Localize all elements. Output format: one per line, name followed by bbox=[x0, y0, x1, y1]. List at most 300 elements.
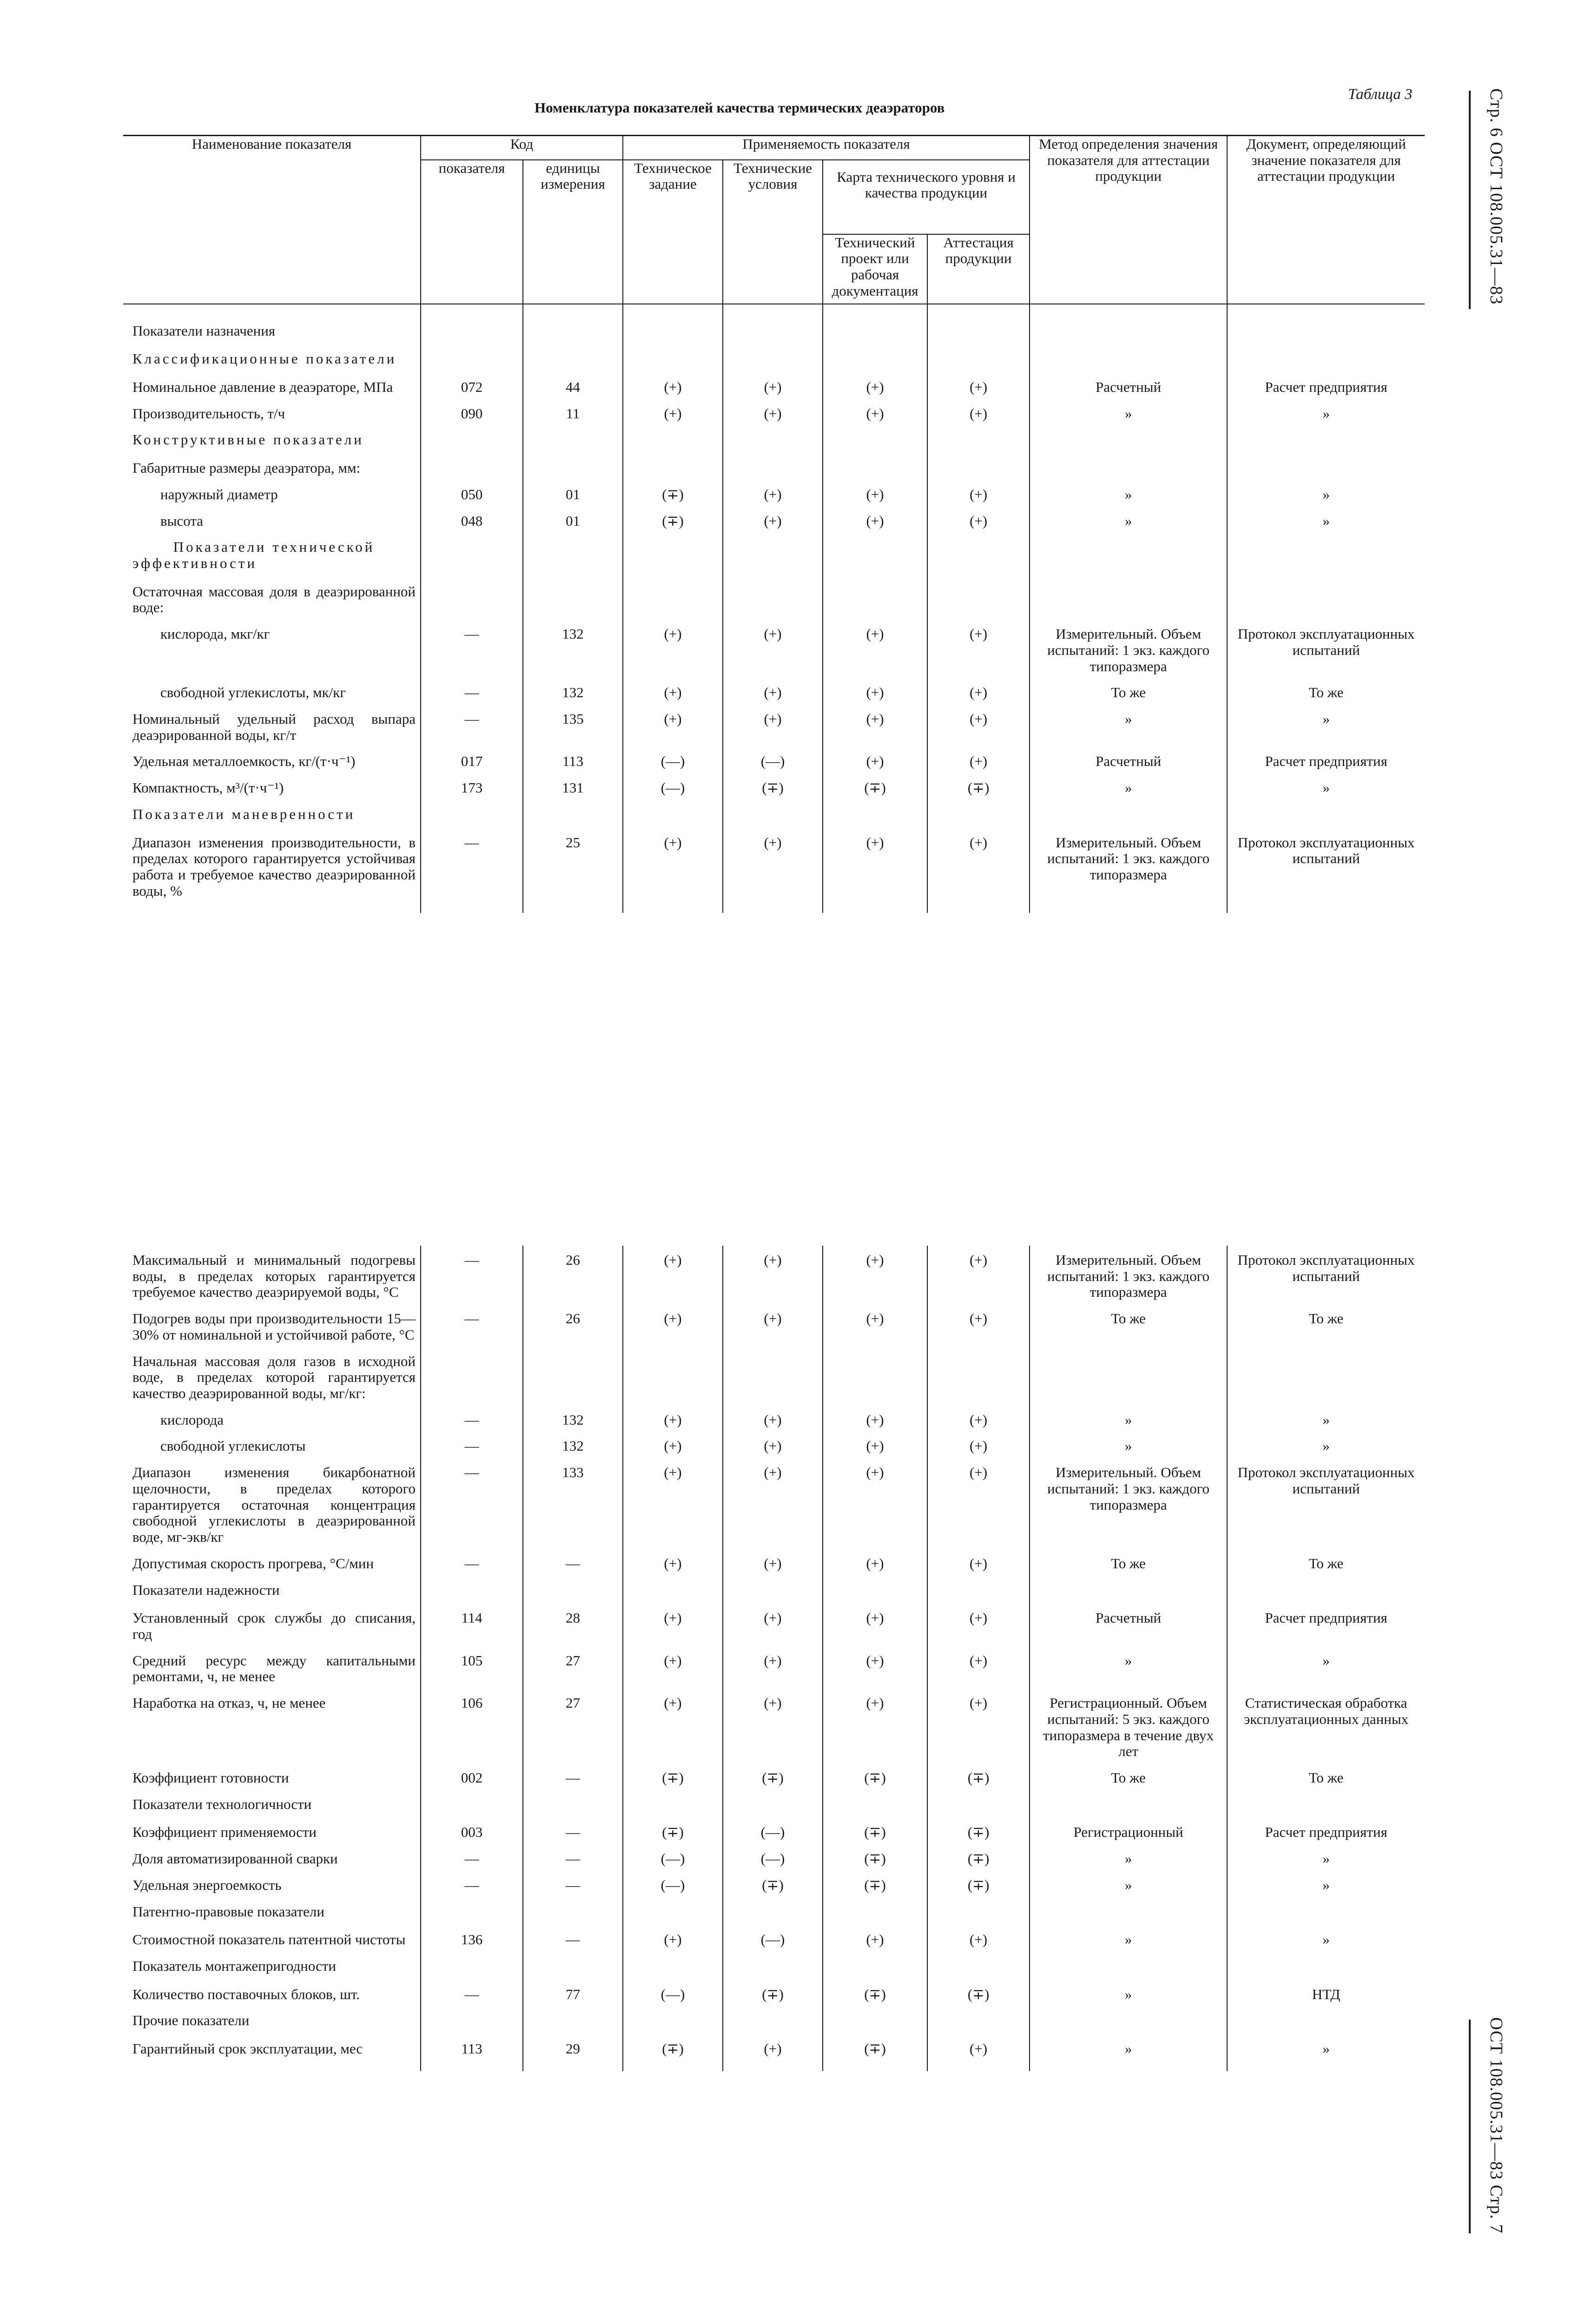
cell-name: высота bbox=[160, 512, 204, 529]
empty-cell bbox=[623, 1786, 723, 1815]
cell-method: То же bbox=[1030, 674, 1227, 701]
table-row bbox=[123, 674, 1425, 701]
cell-method: » bbox=[1030, 1643, 1227, 1685]
section-row bbox=[123, 1572, 1425, 1600]
cell-document: Расчет предприятия bbox=[1227, 743, 1425, 770]
cell-indicator-code: — bbox=[421, 1428, 523, 1454]
empty-cell bbox=[823, 2002, 927, 2031]
empty-cell bbox=[421, 796, 523, 825]
cell-tech-assignment: (+) bbox=[623, 825, 723, 899]
table-header bbox=[123, 136, 1425, 304]
empty-cell bbox=[1030, 2057, 1227, 2071]
header-code-unit: единицы измерения bbox=[523, 160, 623, 304]
table-number: Таблица 3 bbox=[1348, 86, 1413, 103]
cell-method: » bbox=[1030, 1841, 1227, 1867]
table-row bbox=[123, 770, 1425, 796]
empty-cell bbox=[1227, 1786, 1425, 1815]
cell-document: Статистическая обработка эксплуатационных данных bbox=[1227, 1685, 1425, 1760]
cell-unit-code: — bbox=[523, 1760, 623, 1786]
cell-name: Коэффициент готовности bbox=[132, 1769, 289, 1786]
cell-method: » bbox=[1030, 701, 1227, 743]
table-row bbox=[123, 1600, 1425, 1642]
table-row bbox=[123, 1867, 1425, 1894]
cell-tech-conditions: (+) bbox=[723, 1454, 823, 1545]
cell-indicator-code: — bbox=[421, 1402, 523, 1428]
cell-indicator-code: 113 bbox=[421, 2031, 523, 2057]
cell-name: Номинальное давление в деаэраторе, МПа bbox=[132, 378, 393, 395]
cell-name: Остаточная массовая доля в деаэрированной воде: bbox=[132, 583, 416, 616]
cell-certification: (+) bbox=[927, 825, 1030, 899]
table-row bbox=[123, 1402, 1425, 1428]
cell-document: То же bbox=[1227, 1301, 1425, 1343]
quality-indicators-table-part1 bbox=[123, 135, 1425, 913]
cell-unit-code: 25 bbox=[523, 825, 623, 899]
cell-unit-code bbox=[523, 574, 623, 616]
cell-tech-assignment: (∓) bbox=[623, 1814, 723, 1841]
cell-tech-project: (+) bbox=[823, 1246, 927, 1301]
cell-tech-conditions: (+) bbox=[723, 1643, 823, 1685]
cell-indicator-code: — bbox=[421, 1545, 523, 1572]
empty-cell bbox=[523, 1948, 623, 1976]
cell-method: » bbox=[1030, 503, 1227, 529]
cell-tech-project: (+) bbox=[823, 476, 927, 503]
cell-document: Протокол эксплуатационных испытаний bbox=[1227, 825, 1425, 899]
cell-method: » bbox=[1030, 1428, 1227, 1454]
cell-certification: (+) bbox=[927, 1428, 1030, 1454]
cell-name: Подогрев воды при производительности 15—30% от номинальной и устойчивой работе, °С bbox=[132, 1310, 416, 1343]
cell-tech-conditions bbox=[723, 1343, 823, 1402]
cell-name: Производительность, т/ч bbox=[132, 405, 285, 422]
cell-certification: (+) bbox=[927, 1921, 1030, 1948]
table-body-part2 bbox=[123, 1246, 1425, 2071]
cell-indicator-code: 090 bbox=[421, 396, 523, 422]
cell-unit-code: 132 bbox=[523, 616, 623, 674]
cell-tech-assignment bbox=[623, 574, 723, 616]
empty-cell bbox=[927, 2057, 1030, 2071]
cell-document: » bbox=[1227, 1402, 1425, 1428]
cell-tech-conditions: (+) bbox=[723, 396, 823, 422]
cell-unit-code: 27 bbox=[523, 1643, 623, 1685]
empty-cell bbox=[623, 1948, 723, 1976]
cell-unit-code: — bbox=[523, 1921, 623, 1948]
cell-tech-conditions: (∓) bbox=[723, 1760, 823, 1786]
table-row bbox=[123, 450, 1425, 476]
cell-tech-conditions: (+) bbox=[723, 2031, 823, 2057]
section-row bbox=[123, 304, 1425, 341]
cell-tech-conditions: (—) bbox=[723, 1841, 823, 1867]
table-row bbox=[123, 1760, 1425, 1786]
cell-method: То же bbox=[1030, 1760, 1227, 1786]
cell-unit-code: 131 bbox=[523, 770, 623, 796]
cell-certification: (+) bbox=[927, 1600, 1030, 1642]
cell-certification: (+) bbox=[927, 1402, 1030, 1428]
cell-method: Регистрационный bbox=[1030, 1814, 1227, 1841]
cell-tech-conditions: (—) bbox=[723, 1921, 823, 1948]
cell-method: » bbox=[1030, 396, 1227, 422]
cell-certification: (∓) bbox=[927, 1976, 1030, 2003]
cell-tech-assignment: (+) bbox=[623, 1246, 723, 1301]
cell-tech-assignment: (+) bbox=[623, 674, 723, 701]
cell-document: То же bbox=[1227, 1545, 1425, 1572]
cell-indicator-code: — bbox=[421, 616, 523, 674]
cell-name: Начальная массовая доля газов в исходной воде, в пределах которой гарантируется качество деаэрированной воды, мг/кг: bbox=[132, 1353, 416, 1402]
cell-method: » bbox=[1030, 1402, 1227, 1428]
section-row bbox=[123, 529, 1425, 573]
empty-cell bbox=[1030, 1572, 1227, 1600]
page-header-left: Стр. 6 ОСТ 108.005.31—83 bbox=[1486, 88, 1506, 305]
cell-name: кислорода bbox=[160, 1411, 224, 1428]
cell-unit-code: 132 bbox=[523, 1428, 623, 1454]
empty-cell bbox=[421, 422, 523, 450]
empty-cell bbox=[823, 341, 927, 369]
cell-certification: (+) bbox=[927, 616, 1030, 674]
cell-tech-project: (+) bbox=[823, 369, 927, 396]
cell-indicator-code: — bbox=[421, 1246, 523, 1301]
cell-tech-project: (∓) bbox=[823, 1841, 927, 1867]
section-row bbox=[123, 1948, 1425, 1976]
cell-indicator-code: 002 bbox=[421, 1760, 523, 1786]
empty-cell bbox=[1227, 529, 1425, 573]
header-code-indicator: показателя bbox=[421, 160, 523, 304]
header-tech-conditions: Технические условия bbox=[723, 160, 823, 304]
cell-tech-project: (+) bbox=[823, 1402, 927, 1428]
cell-tech-conditions: (∓) bbox=[723, 1867, 823, 1894]
subsection-heading: Показатели маневренности bbox=[132, 805, 356, 822]
cell-tech-assignment: (—) bbox=[623, 743, 723, 770]
empty-cell bbox=[1227, 422, 1425, 450]
empty-cell bbox=[823, 899, 927, 913]
empty-cell bbox=[623, 529, 723, 573]
empty-cell bbox=[421, 529, 523, 573]
cell-method: » bbox=[1030, 2031, 1227, 2057]
empty-cell bbox=[723, 2057, 823, 2071]
cell-method: » bbox=[1030, 1867, 1227, 1894]
cell-indicator-code: — bbox=[421, 1301, 523, 1343]
cell-tech-conditions: (+) bbox=[723, 1428, 823, 1454]
table-row bbox=[123, 743, 1425, 770]
cell-document: Расчет предприятия bbox=[1227, 1600, 1425, 1642]
cell-certification: (+) bbox=[927, 743, 1030, 770]
sidebar-rule-bottom bbox=[1469, 2020, 1471, 2233]
cell-tech-project: (∓) bbox=[823, 770, 927, 796]
cell-name: Габаритные размеры деаэратора, мм: bbox=[132, 460, 361, 476]
empty-cell bbox=[927, 2002, 1030, 2031]
cell-unit-code: — bbox=[523, 1814, 623, 1841]
cell-certification: (+) bbox=[927, 1545, 1030, 1572]
cell-tech-project: (+) bbox=[823, 743, 927, 770]
cell-method bbox=[1030, 1343, 1227, 1402]
cell-tech-project bbox=[823, 450, 927, 476]
cell-tech-assignment: (+) bbox=[623, 1600, 723, 1642]
cell-certification: (+) bbox=[927, 1246, 1030, 1301]
empty-cell bbox=[523, 529, 623, 573]
empty-cell bbox=[927, 1786, 1030, 1815]
cell-indicator-code: 048 bbox=[421, 503, 523, 529]
cell-document: » bbox=[1227, 503, 1425, 529]
empty-cell bbox=[1030, 899, 1227, 913]
cell-tech-conditions: (+) bbox=[723, 503, 823, 529]
empty-cell bbox=[927, 304, 1030, 341]
cell-method: Измерительный. Объем испытаний: 1 экз. каждого типоразмера bbox=[1030, 616, 1227, 674]
cell-document bbox=[1227, 1343, 1425, 1402]
cell-certification bbox=[927, 1343, 1030, 1402]
cell-unit-code: — bbox=[523, 1867, 623, 1894]
cell-document bbox=[1227, 574, 1425, 616]
empty-cell bbox=[723, 796, 823, 825]
empty-cell bbox=[1227, 796, 1425, 825]
table-body-part1 bbox=[123, 304, 1425, 913]
cell-certification: (+) bbox=[927, 1685, 1030, 1760]
cell-unit-code: — bbox=[523, 1841, 623, 1867]
cell-unit-code: 27 bbox=[523, 1685, 623, 1760]
cell-tech-assignment: (—) bbox=[623, 1841, 723, 1867]
cell-certification: (+) bbox=[927, 701, 1030, 743]
cell-method: То же bbox=[1030, 1545, 1227, 1572]
table-row bbox=[123, 369, 1425, 396]
empty-cell bbox=[723, 1786, 823, 1815]
cell-unit-code: — bbox=[523, 1545, 623, 1572]
empty-cell bbox=[623, 796, 723, 825]
cell-tech-project: (+) bbox=[823, 1301, 927, 1343]
empty-cell bbox=[1030, 304, 1227, 341]
empty-cell bbox=[421, 341, 523, 369]
cell-name: Максимальный и минимальный подогревы воды, в пределах которых гарантируется требуемое качество деаэрируемой воды, °С bbox=[132, 1252, 416, 1301]
empty-cell bbox=[1030, 341, 1227, 369]
cell-unit-code bbox=[523, 1343, 623, 1402]
empty-cell bbox=[421, 304, 523, 341]
empty-cell bbox=[523, 899, 623, 913]
section-heading: Показатели назначения bbox=[132, 322, 276, 339]
cell-document: Протокол эксплуатационных испытаний bbox=[1227, 1246, 1425, 1301]
table-row bbox=[123, 396, 1425, 422]
cell-method: » bbox=[1030, 1976, 1227, 2003]
cell-name: Диапазон изменения производительности, в пределах которого гарантируется устойчивая работа и требуемое качество деаэрированной воды, % bbox=[132, 834, 416, 899]
cell-name: Коэффициент применяемости bbox=[132, 1824, 317, 1841]
cell-certification: (+) bbox=[927, 1301, 1030, 1343]
cell-unit-code bbox=[523, 450, 623, 476]
cell-method: Расчетный bbox=[1030, 1600, 1227, 1642]
empty-cell bbox=[623, 1572, 723, 1600]
empty-cell bbox=[421, 1948, 523, 1976]
cell-certification bbox=[927, 574, 1030, 616]
cell-unit-code: 132 bbox=[523, 674, 623, 701]
empty-cell bbox=[723, 1572, 823, 1600]
section-heading: Патентно-правовые показатели bbox=[132, 1903, 324, 1920]
empty-cell bbox=[823, 796, 927, 825]
cell-tech-conditions: (+) bbox=[723, 701, 823, 743]
cell-unit-code: 26 bbox=[523, 1301, 623, 1343]
cell-indicator-code: — bbox=[421, 701, 523, 743]
table-row bbox=[123, 1246, 1425, 1301]
cell-document: » bbox=[1227, 476, 1425, 503]
section-row bbox=[123, 796, 1425, 825]
cell-indicator-code: — bbox=[421, 1867, 523, 1894]
section-heading: Показатель монтажепригодности bbox=[132, 1958, 337, 1974]
cell-method: » bbox=[1030, 1921, 1227, 1948]
cell-tech-project: (+) bbox=[823, 1643, 927, 1685]
cell-tech-assignment: (—) bbox=[623, 1976, 723, 2003]
empty-cell bbox=[927, 341, 1030, 369]
cell-document: » bbox=[1227, 396, 1425, 422]
cell-tech-assignment: (+) bbox=[623, 616, 723, 674]
cell-unit-code: 133 bbox=[523, 1454, 623, 1545]
table-end-row bbox=[123, 2057, 1425, 2071]
empty-cell bbox=[421, 2002, 523, 2031]
cell-indicator-code bbox=[421, 450, 523, 476]
cell-unit-code: 44 bbox=[523, 369, 623, 396]
empty-cell bbox=[723, 1948, 823, 1976]
cell-tech-project: (+) bbox=[823, 674, 927, 701]
cell-tech-assignment: (∓) bbox=[623, 503, 723, 529]
empty-cell bbox=[623, 2002, 723, 2031]
empty-cell bbox=[1227, 2057, 1425, 2071]
cell-document: » bbox=[1227, 1867, 1425, 1894]
cell-tech-project: (+) bbox=[823, 1600, 927, 1642]
empty-cell bbox=[823, 304, 927, 341]
cell-name: свободной углекислоты bbox=[160, 1438, 306, 1454]
cell-unit-code: 28 bbox=[523, 1600, 623, 1642]
cell-method: Регистрационный. Объем испытаний: 5 экз. каждого типоразмера в течение двух лет bbox=[1030, 1685, 1227, 1760]
cell-name: Доля автоматизированной сварки bbox=[132, 1850, 338, 1867]
header-certification: Аттестация продукции bbox=[927, 234, 1030, 304]
empty-cell bbox=[723, 422, 823, 450]
cell-indicator-code: 017 bbox=[421, 743, 523, 770]
cell-document: » bbox=[1227, 1428, 1425, 1454]
empty-cell bbox=[823, 1786, 927, 1815]
table-row bbox=[123, 1343, 1425, 1402]
empty-cell bbox=[523, 341, 623, 369]
empty-cell bbox=[123, 899, 421, 913]
cell-method: Расчетный bbox=[1030, 743, 1227, 770]
cell-method: Измерительный. Объем испытаний: 1 экз. каждого типоразмера bbox=[1030, 825, 1227, 899]
table-end-row bbox=[123, 899, 1425, 913]
table-row bbox=[123, 503, 1425, 529]
table-row bbox=[123, 2031, 1425, 2057]
empty-cell bbox=[523, 304, 623, 341]
table-row bbox=[123, 701, 1425, 743]
sidebar-rule-top bbox=[1469, 91, 1471, 309]
cell-method: Измерительный. Объем испытаний: 1 экз. каждого типоразмера bbox=[1030, 1454, 1227, 1545]
cell-tech-project: (+) bbox=[823, 701, 927, 743]
empty-cell bbox=[823, 1572, 927, 1600]
cell-tech-assignment: (+) bbox=[623, 1685, 723, 1760]
cell-certification: (+) bbox=[927, 476, 1030, 503]
cell-method: » bbox=[1030, 770, 1227, 796]
cell-tech-assignment: (+) bbox=[623, 1643, 723, 1685]
cell-tech-conditions: (∓) bbox=[723, 1976, 823, 2003]
cell-name: Средний ресурс между капитальными ремонтами, ч, не менее bbox=[132, 1652, 416, 1685]
cell-indicator-code: 136 bbox=[421, 1921, 523, 1948]
empty-cell bbox=[421, 899, 523, 913]
empty-cell bbox=[723, 341, 823, 369]
cell-tech-project: (∓) bbox=[823, 2031, 927, 2057]
empty-cell bbox=[1030, 796, 1227, 825]
header-method: Метод определения значения показателя для аттестации продукции bbox=[1030, 136, 1227, 304]
cell-tech-assignment: (∓) bbox=[623, 2031, 723, 2057]
empty-cell bbox=[523, 1786, 623, 1815]
table-row bbox=[123, 1545, 1425, 1572]
cell-document: Протокол эксплуатационных испытаний bbox=[1227, 1454, 1425, 1545]
subsection-heading: Показатели технической эффективности bbox=[132, 539, 375, 571]
cell-tech-assignment: (+) bbox=[623, 369, 723, 396]
cell-indicator-code: 106 bbox=[421, 1685, 523, 1760]
empty-cell bbox=[723, 529, 823, 573]
cell-tech-assignment: (+) bbox=[623, 396, 723, 422]
section-row bbox=[123, 1786, 1425, 1815]
table-row bbox=[123, 1976, 1425, 2003]
table-row bbox=[123, 1454, 1425, 1545]
cell-name: Стоимостной показатель патентной чистоты bbox=[132, 1931, 406, 1948]
cell-document: » bbox=[1227, 1841, 1425, 1867]
cell-certification: (∓) bbox=[927, 1814, 1030, 1841]
table-row bbox=[123, 1921, 1425, 1948]
empty-cell bbox=[523, 1572, 623, 1600]
cell-certification: (+) bbox=[927, 674, 1030, 701]
cell-certification: (+) bbox=[927, 1643, 1030, 1685]
cell-tech-assignment: (+) bbox=[623, 701, 723, 743]
cell-certification: (∓) bbox=[927, 1841, 1030, 1867]
table-caption: Номенклатура показателей качества термических деаэраторов bbox=[535, 99, 945, 116]
table-row bbox=[123, 1428, 1425, 1454]
cell-tech-assignment: (—) bbox=[623, 1867, 723, 1894]
cell-tech-assignment: (+) bbox=[623, 1428, 723, 1454]
empty-cell bbox=[823, 2057, 927, 2071]
empty-cell bbox=[623, 341, 723, 369]
cell-document: Протокол эксплуатационных испытаний bbox=[1227, 616, 1425, 674]
empty-cell bbox=[927, 1894, 1030, 1922]
cell-tech-conditions: (+) bbox=[723, 1685, 823, 1760]
cell-indicator-code: 072 bbox=[421, 369, 523, 396]
cell-tech-project: (∓) bbox=[823, 1867, 927, 1894]
header-tech-card: Карта технического уровня и качества продукции bbox=[823, 169, 1030, 234]
empty-cell bbox=[927, 899, 1030, 913]
empty-cell bbox=[823, 529, 927, 573]
empty-cell bbox=[523, 2057, 623, 2071]
table-row bbox=[123, 1643, 1425, 1685]
cell-tech-project: (+) bbox=[823, 825, 927, 899]
cell-tech-assignment: (∓) bbox=[623, 476, 723, 503]
empty-cell bbox=[1227, 899, 1425, 913]
empty-cell bbox=[1030, 2002, 1227, 2031]
cell-indicator-code bbox=[421, 1343, 523, 1402]
cell-document: Расчет предприятия bbox=[1227, 1814, 1425, 1841]
empty-cell bbox=[623, 422, 723, 450]
cell-unit-code: 77 bbox=[523, 1976, 623, 2003]
empty-cell bbox=[927, 529, 1030, 573]
empty-cell bbox=[523, 796, 623, 825]
section-heading: Показатели технологичности bbox=[132, 1796, 312, 1812]
section-row bbox=[123, 2002, 1425, 2031]
header-code: Код bbox=[421, 136, 623, 160]
cell-certification: (∓) bbox=[927, 1867, 1030, 1894]
cell-unit-code: 113 bbox=[523, 743, 623, 770]
cell-document bbox=[1227, 450, 1425, 476]
empty-cell bbox=[421, 1786, 523, 1815]
cell-name: Наработка на отказ, ч, не менее bbox=[132, 1695, 326, 1711]
cell-method bbox=[1030, 574, 1227, 616]
empty-cell bbox=[1227, 2002, 1425, 2031]
cell-name: Компактность, м³/(т·ч⁻¹) bbox=[132, 779, 284, 796]
empty-cell bbox=[421, 1894, 523, 1922]
cell-tech-project: (∓) bbox=[823, 1814, 927, 1841]
cell-document: » bbox=[1227, 2031, 1425, 2057]
cell-tech-project: (+) bbox=[823, 503, 927, 529]
cell-tech-project: (+) bbox=[823, 1685, 927, 1760]
empty-cell bbox=[823, 422, 927, 450]
empty-cell bbox=[523, 1894, 623, 1922]
cell-document: То же bbox=[1227, 1760, 1425, 1786]
cell-tech-project: (+) bbox=[823, 396, 927, 422]
